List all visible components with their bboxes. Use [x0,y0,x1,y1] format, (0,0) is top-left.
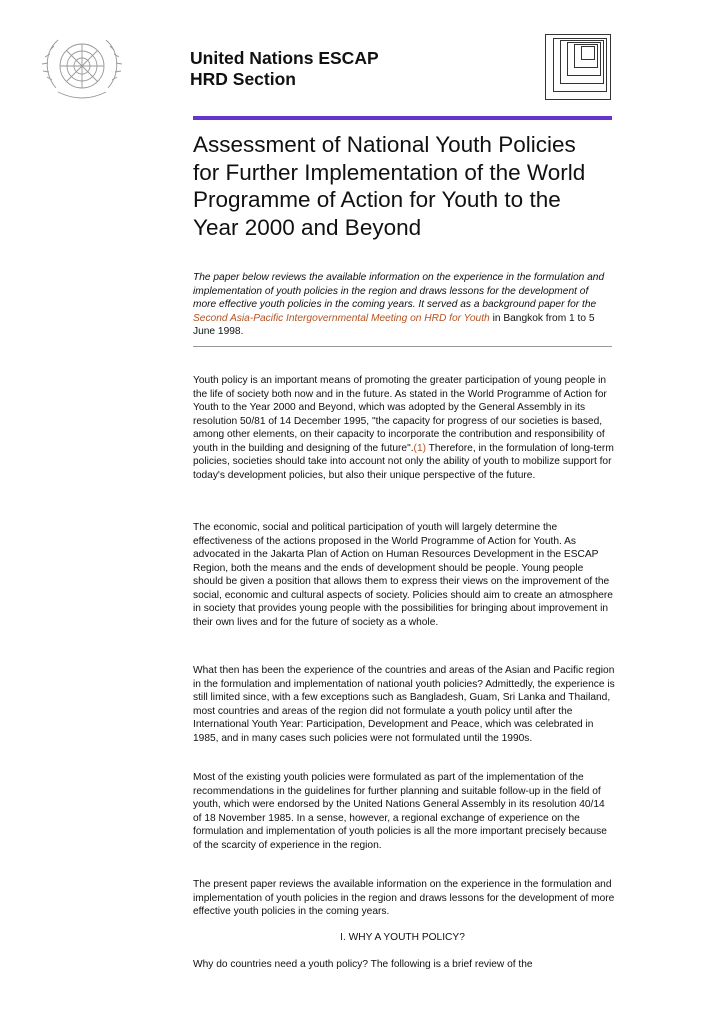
abstract-paragraph [193,271,613,339]
un-emblem-icon [38,30,126,106]
title-line: Programme of Action for Youth to the [193,187,561,212]
document-title [193,131,623,241]
body-paragraph [193,374,615,482]
meeting-link[interactable]: Second Asia-Pacific Intergovernmental Meeting on HRD for Youth [193,312,490,324]
abstract-intro: The paper below reviews the available information on the experience in the formulation and implementation of youth policies in the region and draws lessons for the development of more effective youth policies in the coming years. It served as a background paper for the [193,272,605,310]
hrd-square-logo-icon [545,34,611,100]
title-line: Year 2000 and Beyond [193,214,422,240]
body-paragraph: Why do countries need a youth policy? The following is a brief review of the [193,959,533,970]
body-paragraph: Most of the existing youth policies were formulated as part of the implementation of the recommendations in the guidelines for further planning and suitable follow-up in the field of youth, which were endorsed by the United Nations General Assembly in its resolution 40/14 of 18 November 1985. In a sense, however, a regional exchange of experience on the formulation and implementation of youth policies is all the more important precisely because of the scarcity of experience in the region. [193,772,607,851]
footnote-link[interactable]: (1) [413,442,426,454]
body-paragraph: What then has been the experience of the countries and areas of the Asian and Pacific region in the formulation and implementation of national youth policies? Admittedly, the experience is still limited since, with a few exceptions such as Bangladesh, Guam, Sri Lanka and Thailand, most countries and areas of the region did not formulate a youth policy until after the International Youth Year: Participation, Development and Peace, which was celebrated in 1985, and in many cases such policies were not formulated until the 1990s. [193,665,615,744]
title-line: Assessment of National Youth Policies [193,132,576,157]
section-heading: I. WHY A YOUTH POLICY? [340,932,465,943]
title-line: for Further Implementation of the World [193,159,586,185]
abstract-outro: in Bangkok from 1 to 5 June 1998. [193,312,595,337]
paragraph-text: Therefore, in the formulation of long-term policies, societies should take into account not only the ability of youth to mobilize support for today's development policies, but also their unique perspective of the future. [193,442,614,481]
body-paragraph: The economic, social and political participation of youth will largely determine the effectiveness of the actions proposed in the World Programme of Action for Youth. As advocated in the Jakarta Plan of Action on Human Resources Development in the ESCAP Region, both the means and the ends of development should be people. Young people should be given a position that allows them to express their views on the improvement of the social, economic and cultural aspects of society. Policies should aim to create an atmosphere in society that provides young people with the possibilities for bringing about improvement in their own lives and for the future of society as a whole. [193,522,613,628]
paragraph-text: Youth policy is an important means of promoting the greater participation of young people in the life of society both now and in the future. As stated in the World Programme of Action for Youth to the Year 2000 and Beyond, which was adopted by the General Assembly in its resolution 50/81 of 14 December 1995, "the capacity for progress of our societies is based, among other elements, on their capacity to incorporate the contribution and responsibility of youth in the building and designing of the future". [193,375,607,454]
org-section: HRD Section [190,69,296,89]
abstract-divider [193,346,612,347]
org-name: United Nations ESCAP [190,48,379,68]
body-paragraph: The present paper reviews the available information on the experience in the formulation and implementation of youth policies in the region and draws lessons for the development of more effective youth policies in the coming years. [193,879,615,917]
organization-header [190,48,379,90]
header-accent-rule [193,116,612,120]
